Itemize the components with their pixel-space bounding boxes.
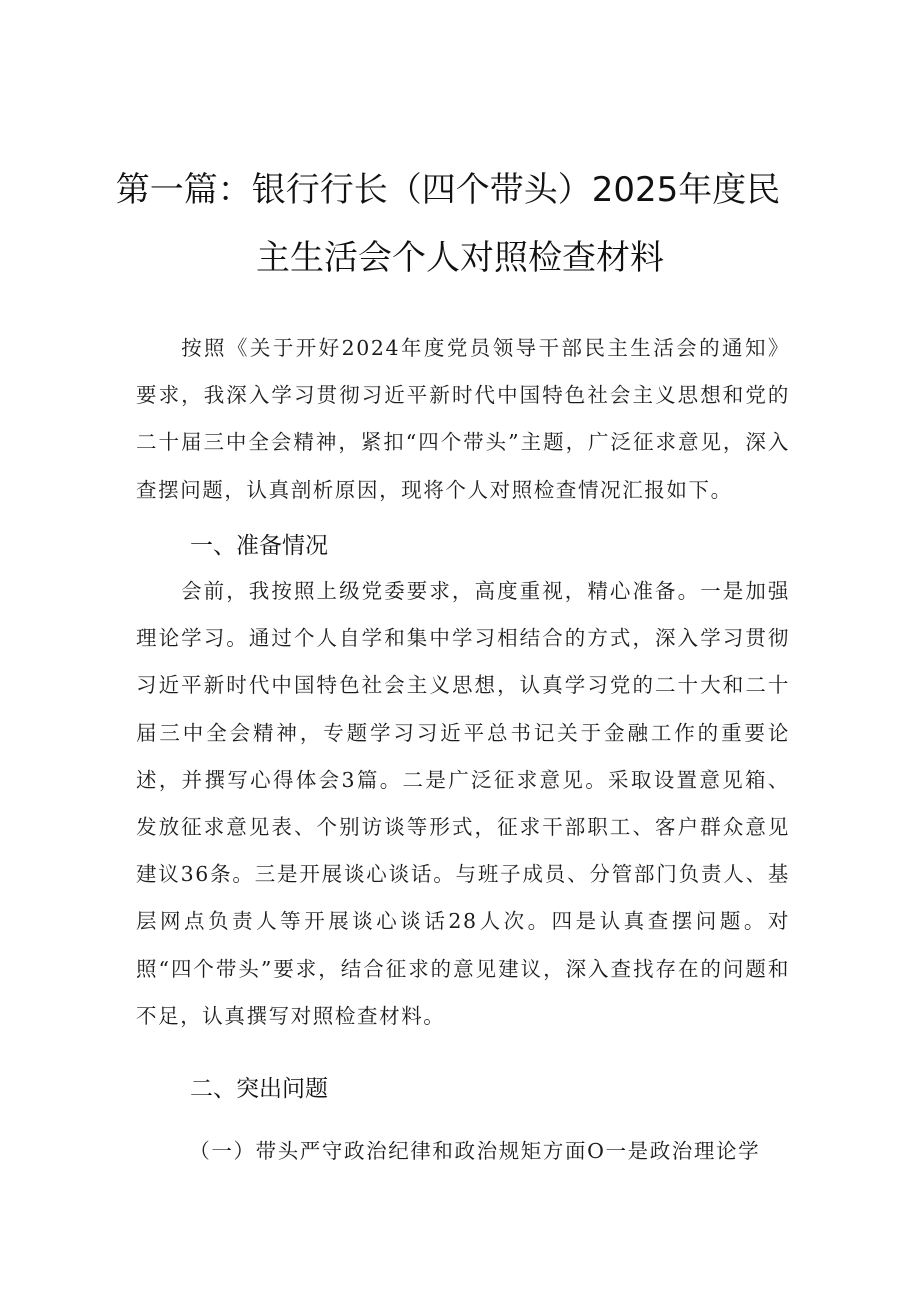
section-heading-problems: 二、突出问题	[190, 1076, 328, 1102]
document-title-line-1: 第一篇：银行行长（四个带头）2025年度民	[115, 170, 781, 210]
intro-paragraph: 按照《关于开好2024年度党员领导干部民主生活会的通知》要求，我深入学习贯彻习近平新时代中国特色社会主义思想和党的二十届三中全会精神，紧扣“四个带头”主题，广泛征求意见，深入查摆问题，认真剖析原因，现将个人对照检查情况汇报如下。	[136, 336, 790, 502]
document-title-line-2: 主生活会个人对照检查材料	[256, 238, 664, 278]
section-heading-preparation: 一、准备情况	[190, 533, 328, 559]
preparation-paragraph: 会前，我按照上级党委要求，高度重视，精心准备。一是加强理论学习。通过个人自学和集中学习相结合的方式，深入学习贯彻习近平新时代中国特色社会主义思想，认真学习党的二十大和二十届三中全会精神，专题学习习近平总书记关于金融工作的重要论述，并撰写心得体会3篇。二是广泛征求意见。采取设置意见箱、发放征求意见表、个别访谈等形式，征求干部职工、客户群众意见建议36条。三是开展谈心谈话。与班子成员、分管部门负责人、基层网点负责人等开展谈心谈话28人次。四是认真查摆问题。对照“四个带头”要求，结合征求的意见建议，深入查找存在的问题和不足，认真撰写对照检查材料。	[136, 579, 790, 1028]
problems-paragraph: （一）带头严守政治纪律和政治规矩方面O一是政治理论学	[189, 1139, 761, 1163]
